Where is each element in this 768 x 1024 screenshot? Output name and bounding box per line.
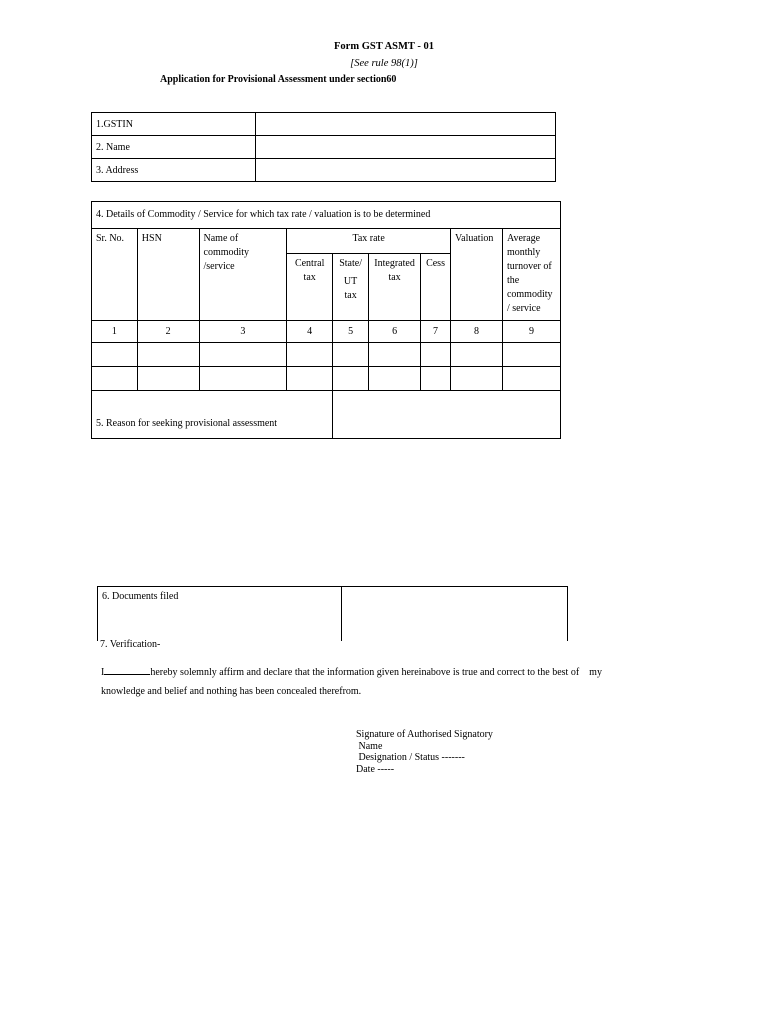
declaration-line1: hereby solemnly affirm and declare that the information given hereinabove is true and correct to the best of	[150, 667, 580, 678]
signatory-name: Name	[356, 740, 383, 752]
table-row	[92, 343, 561, 367]
column-number: 4	[287, 321, 333, 343]
gstin-field[interactable]	[256, 113, 556, 136]
gstin-label: 1.GSTIN	[92, 113, 256, 136]
reason-label: 5. Reason for seeking provisional assessment	[92, 391, 333, 439]
declaration-text	[101, 663, 641, 701]
table-cell[interactable]	[92, 343, 138, 367]
column-number-row	[92, 321, 561, 343]
table-row	[92, 367, 561, 391]
col-state-ut-tax	[333, 254, 369, 321]
signature-date: Date -----	[356, 763, 395, 775]
application-title: Application for Provisional Assessment under section60	[160, 74, 397, 85]
table-cell[interactable]	[199, 343, 287, 367]
details-heading: 4. Details of Commodity / Service for which tax rate / valuation is to be determined	[92, 202, 561, 229]
table-cell[interactable]	[333, 367, 369, 391]
table-cell[interactable]	[92, 367, 138, 391]
table-cell[interactable]	[199, 367, 287, 391]
documents-table	[97, 586, 568, 641]
table-cell[interactable]	[421, 343, 451, 367]
table-cell[interactable]	[369, 367, 421, 391]
col-cess: Cess	[421, 254, 451, 321]
name-field[interactable]	[256, 136, 556, 159]
signatory-designation: Designation / Status -------	[356, 752, 465, 763]
col-hsn: HSN	[137, 229, 199, 321]
table-cell[interactable]	[137, 367, 199, 391]
form-title: Form GST ASMT - 01	[334, 41, 434, 52]
column-number: 3	[199, 321, 287, 343]
rule-reference: [See rule 98(1)]	[350, 58, 418, 69]
table-cell[interactable]	[421, 367, 451, 391]
reason-field[interactable]	[333, 391, 561, 439]
col-name-of-commodity: Name of commodity /service	[199, 229, 287, 321]
col-integrated-tax: Integrated tax	[369, 254, 421, 321]
table-cell[interactable]	[287, 367, 333, 391]
signatory-label: Signature of Authorised Signatory	[356, 729, 493, 740]
col-state-ut-tax-line1: State/	[339, 258, 362, 269]
col-central-tax: Central tax	[287, 254, 333, 321]
column-number: 5	[333, 321, 369, 343]
column-number: 9	[502, 321, 560, 343]
declaration-line2: knowledge and belief and nothing has been concealed therefrom.	[101, 686, 362, 697]
column-number: 1	[92, 321, 138, 343]
gstin-row	[92, 113, 556, 136]
table-cell[interactable]	[451, 367, 503, 391]
column-number: 2	[137, 321, 199, 343]
name-row	[92, 136, 556, 159]
col-avg-turnover: Average monthly turnover of the commodity / service	[502, 229, 560, 321]
table-cell[interactable]	[287, 343, 333, 367]
table-cell[interactable]	[451, 343, 503, 367]
table-cell[interactable]	[137, 343, 199, 367]
address-row	[92, 159, 556, 182]
table-cell[interactable]	[502, 343, 560, 367]
documents-field[interactable]	[342, 587, 568, 642]
col-state-ut-tax-line2: UT tax	[343, 276, 358, 301]
table-cell[interactable]	[369, 343, 421, 367]
column-number: 7	[421, 321, 451, 343]
col-sr-no: Sr. No.	[92, 229, 138, 321]
column-number: 8	[451, 321, 503, 343]
declarant-name-blank[interactable]	[104, 664, 150, 675]
table-cell[interactable]	[502, 367, 560, 391]
address-field[interactable]	[256, 159, 556, 182]
table-cell[interactable]	[333, 343, 369, 367]
signature-block	[356, 729, 493, 775]
declaration-line1-end: my	[589, 667, 602, 678]
name-label: 2. Name	[92, 136, 256, 159]
col-tax-rate: Tax rate	[287, 229, 451, 254]
address-label: 3. Address	[92, 159, 256, 182]
col-valuation: Valuation	[451, 229, 503, 321]
verification-label: 7. Verification-	[100, 639, 161, 650]
declaration-prefix: I	[101, 667, 105, 678]
column-number: 6	[369, 321, 421, 343]
documents-label: 6. Documents filed	[98, 587, 342, 642]
commodity-details-table	[91, 201, 561, 439]
basic-info-table	[91, 112, 556, 182]
